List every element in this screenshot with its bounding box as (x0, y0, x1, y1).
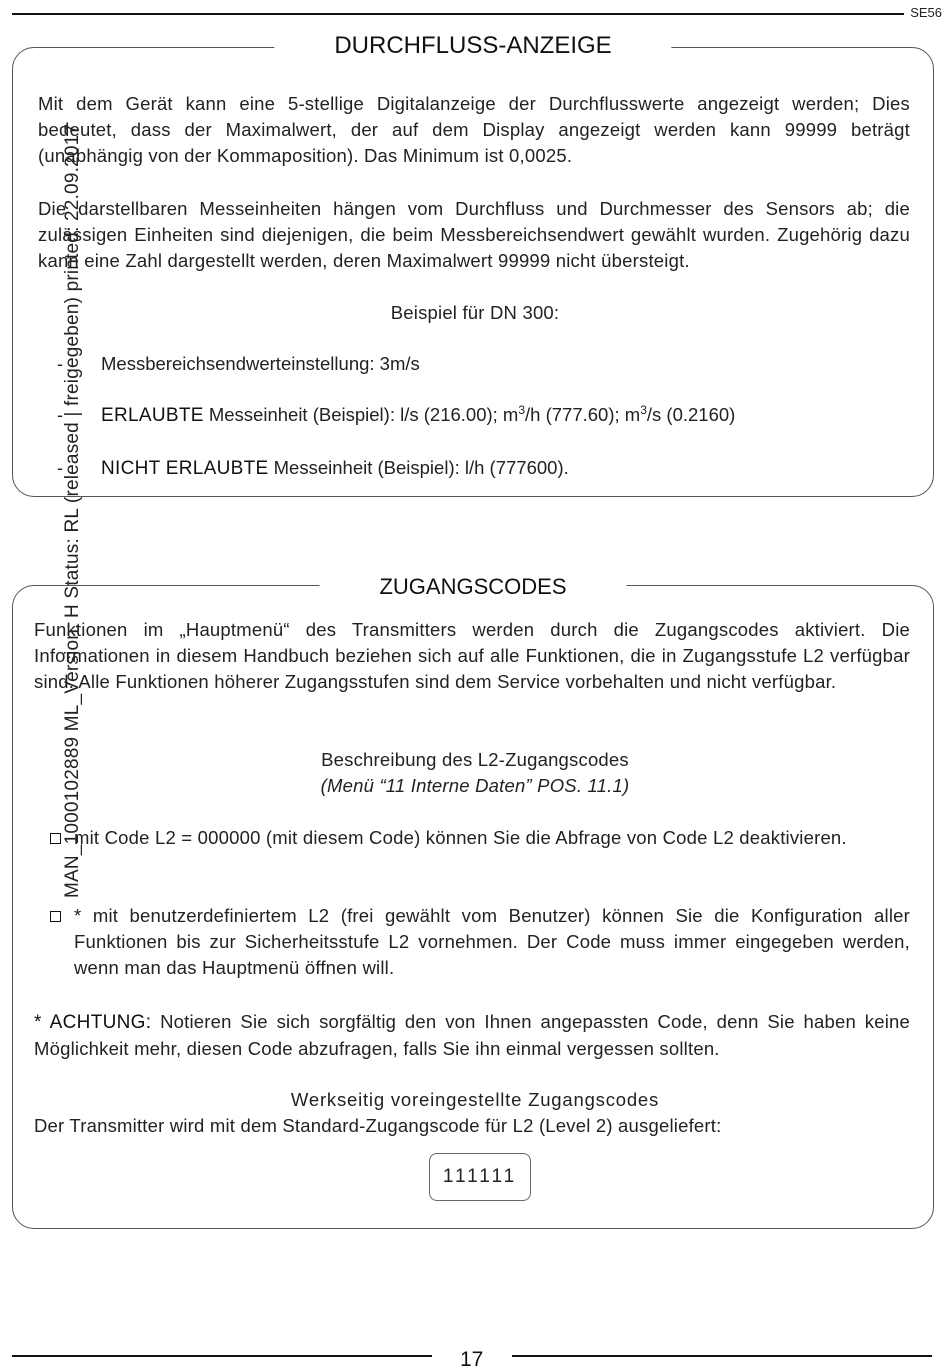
checkbox-bullet-icon (50, 911, 61, 922)
allowed-label: ERLAUBTE (101, 405, 204, 426)
l2-code-heading: Beschreibung des L2-Zugangscodes (321, 749, 629, 770)
list-dash: - (57, 458, 63, 478)
section-title-flow-display: DURCHFLUSS-ANZEIGE (274, 32, 671, 60)
bullet-code-disable: mit Code L2 = 000000 (mit diesem Code) können Sie die Abfrage von Code L2 deaktivieren. (74, 827, 847, 848)
list-item-not-allowed-unit: NICHT ERLAUBTE Messeinheit (Beispiel): l/h (777600). (101, 457, 569, 479)
footer-rule-right (512, 1355, 932, 1357)
not-allowed-label: NICHT ERLAUBTE (101, 458, 269, 479)
checkbox-bullet-icon (50, 833, 61, 844)
l2-code-menu-reference: (Menü “11 Interne Daten” POS. 11.1) (320, 775, 630, 796)
page-number: 17 (460, 1348, 484, 1371)
default-code-box: 111111 (429, 1153, 531, 1201)
flow-display-intro: Mit dem Gerät kann eine 5-stellige Digitalanzeige der Durchflusswerte angezeigt werden; Dies bedeutet, dass der Maximalwert, der auf dem Display angezeigt werden kann 99999 beträgt (unabhängig von der Kommaposition). Das Minimum ist 0,0025. (38, 93, 910, 166)
warning-paragraph: * ACHTUNG: Notieren Sie sich sorgfältig den von Ihnen angepassten Code, denn Sie haben keine Möglichkeit mehr, diesen Code abzufragen, falls Sie ihn einmal vergessen sollten. (34, 1011, 910, 1059)
bullet-user-defined-code: * mit benutzerdefiniertem L2 (frei gewählt vom Benutzer) können Sie die Konfiguration aller Funktionen bis zur Sicherheitsstufe L2 vornehmen. Der Code muss immer eingegeben werden, wenn man das Hauptmenü öffnen will. (74, 905, 910, 978)
list-item-allowed-unit: ERLAUBTE Messeinheit (Beispiel): l/s (216.00); $m^3/h$ (777.60); $m^3/s$ (0.2160) (101, 402, 736, 426)
footer-rule-left (12, 1355, 432, 1357)
document-status-watermark: MAN_1000102889 ML_Version: H Status: RL (released | freigegeben) printed: 22.09.2017 (62, 123, 83, 898)
list-dash: - (57, 405, 63, 425)
warning-label: * ACHTUNG: (34, 1012, 152, 1033)
list-dash: - (57, 354, 63, 374)
access-codes-intro: Funktionen im „Hauptmenü“ des Transmitters werden durch die Zugangscodes aktiviert. Die Informationen in diesem Handbuch beziehen sich auf alle Funktionen, die in Zugangsstufe L2 verfügbar sind. Alle Funktionen höherer Zugangsstufen sind dem Service vorbehalten und nicht verfügbar. (34, 619, 910, 692)
header-rule (12, 13, 904, 15)
example-heading: Beispiel für DN 300: (390, 302, 560, 323)
page-id: SE56 (910, 5, 942, 20)
list-item-range-setting: Messbereichsendwerteinstellung: 3m/s (101, 353, 420, 374)
flow-display-units-paragraph: Die darstellbaren Messeinheiten hängen vom Durchfluss und Durchmesser des Sensors ab; die zulässigen Einheiten sind diejenigen, die beim Messbereichsendwert gewählt wurden. Zugehörig dazu kann eine Zahl dargestellt werden, deren Maximalwert 99999 nicht übersteigt. (38, 198, 910, 271)
default-codes-text: Der Transmitter wird mit dem Standard-Zugangscode für L2 (Level 2) ausgeliefert: (34, 1115, 722, 1136)
section-title-access-codes: ZUGANGSCODES (319, 574, 626, 600)
default-codes-heading: Werkseitig voreingestellte Zugangscodes (290, 1089, 660, 1110)
